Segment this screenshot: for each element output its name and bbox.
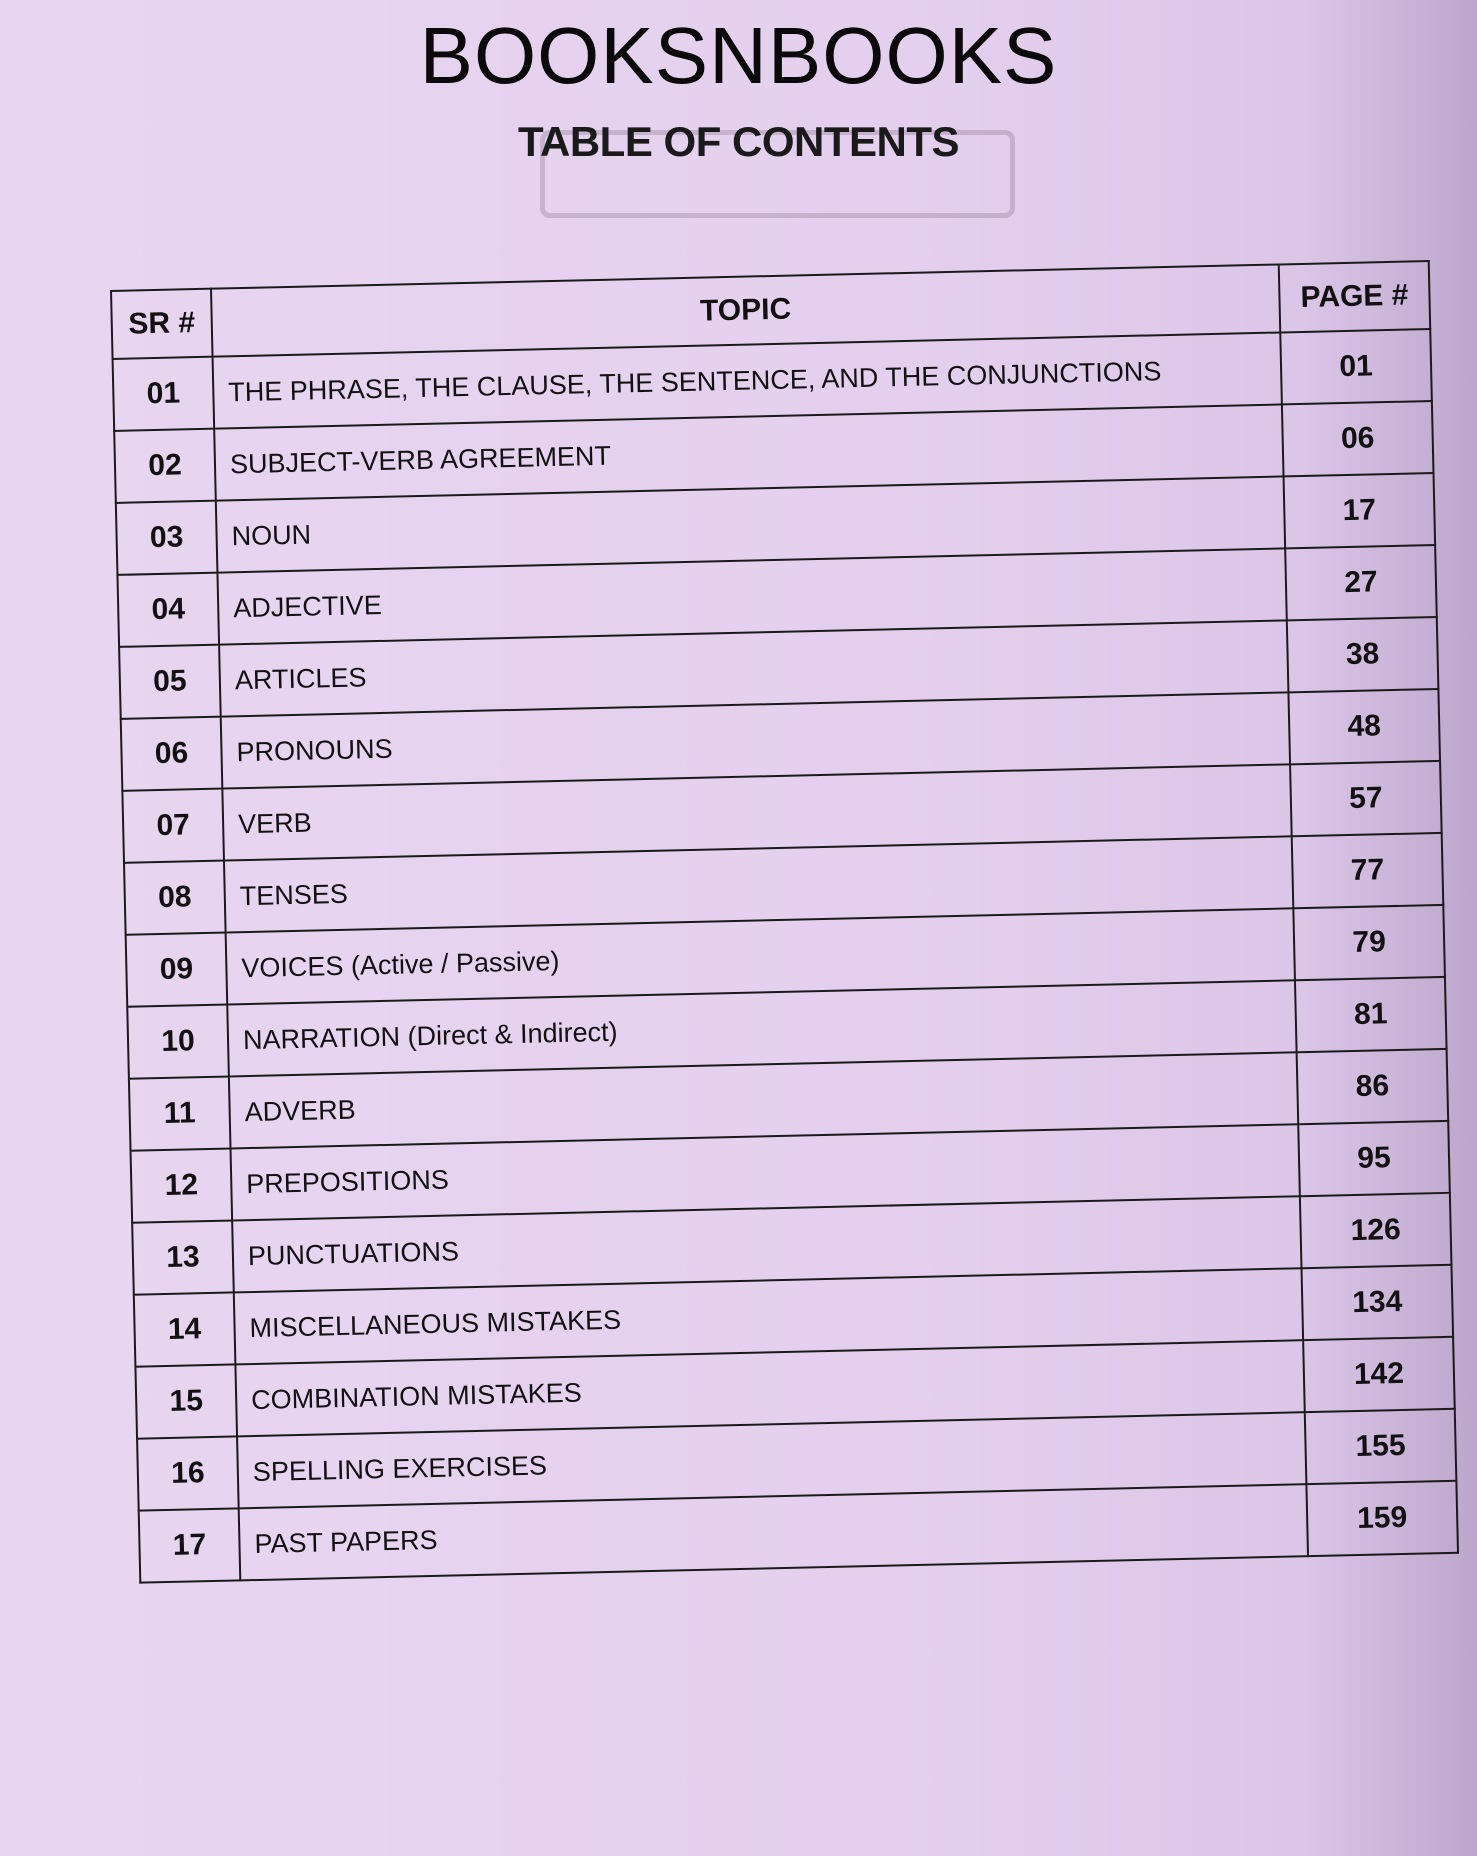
row-topic-cell: NARRATION (Direct & Indirect) (227, 980, 1296, 1076)
row-page-cell: 81 (1295, 977, 1447, 1052)
row-topic-cell: NOUN (216, 476, 1285, 572)
row-sr-cell: 03 (116, 501, 218, 575)
row-page-cell: 155 (1305, 1409, 1457, 1484)
brand-title: BOOKSNBOOKS (419, 11, 1058, 100)
row-topic-cell: PAST PAPERS (239, 1484, 1308, 1580)
row-sr-cell: 13 (132, 1220, 234, 1294)
row-sr-cell: 07 (122, 789, 224, 863)
row-page-cell: 134 (1301, 1265, 1453, 1340)
row-page-cell: 95 (1298, 1121, 1450, 1196)
row-sr-cell: 17 (139, 1508, 241, 1582)
row-page-cell: 01 (1280, 329, 1432, 404)
row-sr-cell: 15 (135, 1364, 237, 1438)
row-topic-cell: VOICES (Active / Passive) (226, 908, 1295, 1004)
row-page-cell: 06 (1282, 401, 1434, 476)
row-sr-cell: 08 (124, 861, 226, 935)
row-sr-cell: 02 (114, 429, 216, 503)
row-topic-cell: MISCELLANEOUS MISTAKES (234, 1268, 1303, 1364)
table-body (113, 329, 1458, 1583)
row-page-cell: 86 (1297, 1049, 1449, 1124)
row-topic-cell: PUNCTUATIONS (232, 1196, 1301, 1292)
row-topic-cell: TENSES (224, 836, 1293, 932)
row-page-cell: 57 (1290, 761, 1442, 836)
header-sr: SR # (111, 289, 213, 359)
row-sr-cell: 12 (131, 1148, 233, 1222)
row-page-cell: 126 (1300, 1193, 1452, 1268)
row-page-cell: 27 (1285, 545, 1437, 620)
page-title: TABLE OF CONTENTS (517, 118, 960, 165)
header-topic: TOPIC (211, 264, 1280, 356)
row-topic-cell: VERB (222, 764, 1291, 860)
row-sr-cell: 11 (129, 1077, 231, 1151)
row-topic-cell: PRONOUNS (221, 692, 1290, 788)
row-page-cell: 38 (1287, 617, 1439, 692)
row-sr-cell: 04 (117, 573, 219, 647)
row-page-cell: 159 (1306, 1481, 1458, 1556)
row-topic-cell: COMBINATION MISTAKES (235, 1340, 1304, 1436)
row-sr-cell: 10 (127, 1005, 229, 1079)
row-topic-cell: SPELLING EXERCISES (237, 1412, 1306, 1508)
contents-table (110, 260, 1459, 1584)
row-sr-cell: 16 (137, 1436, 239, 1510)
row-topic-cell: THE PHRASE, THE CLAUSE, THE SENTENCE, AND THE CONJUNCTIONS (213, 332, 1282, 428)
row-page-cell: 48 (1288, 689, 1440, 764)
row-sr-cell: 06 (121, 717, 223, 791)
row-topic-cell: ADVERB (229, 1052, 1298, 1148)
row-page-cell: 17 (1284, 473, 1436, 548)
row-topic-cell: PREPOSITIONS (231, 1124, 1300, 1220)
row-page-cell: 77 (1292, 833, 1444, 908)
row-sr-cell: 14 (134, 1292, 236, 1366)
row-topic-cell: ADJECTIVE (217, 548, 1286, 644)
row-sr-cell: 01 (113, 357, 215, 431)
row-page-cell: 142 (1303, 1337, 1455, 1412)
row-page-cell: 79 (1293, 905, 1445, 980)
row-topic-cell: SUBJECT-VERB AGREEMENT (214, 404, 1283, 500)
row-sr-cell: 05 (119, 645, 221, 719)
row-topic-cell: ARTICLES (219, 620, 1288, 716)
header-page: PAGE # (1279, 261, 1431, 332)
row-sr-cell: 09 (126, 933, 228, 1007)
